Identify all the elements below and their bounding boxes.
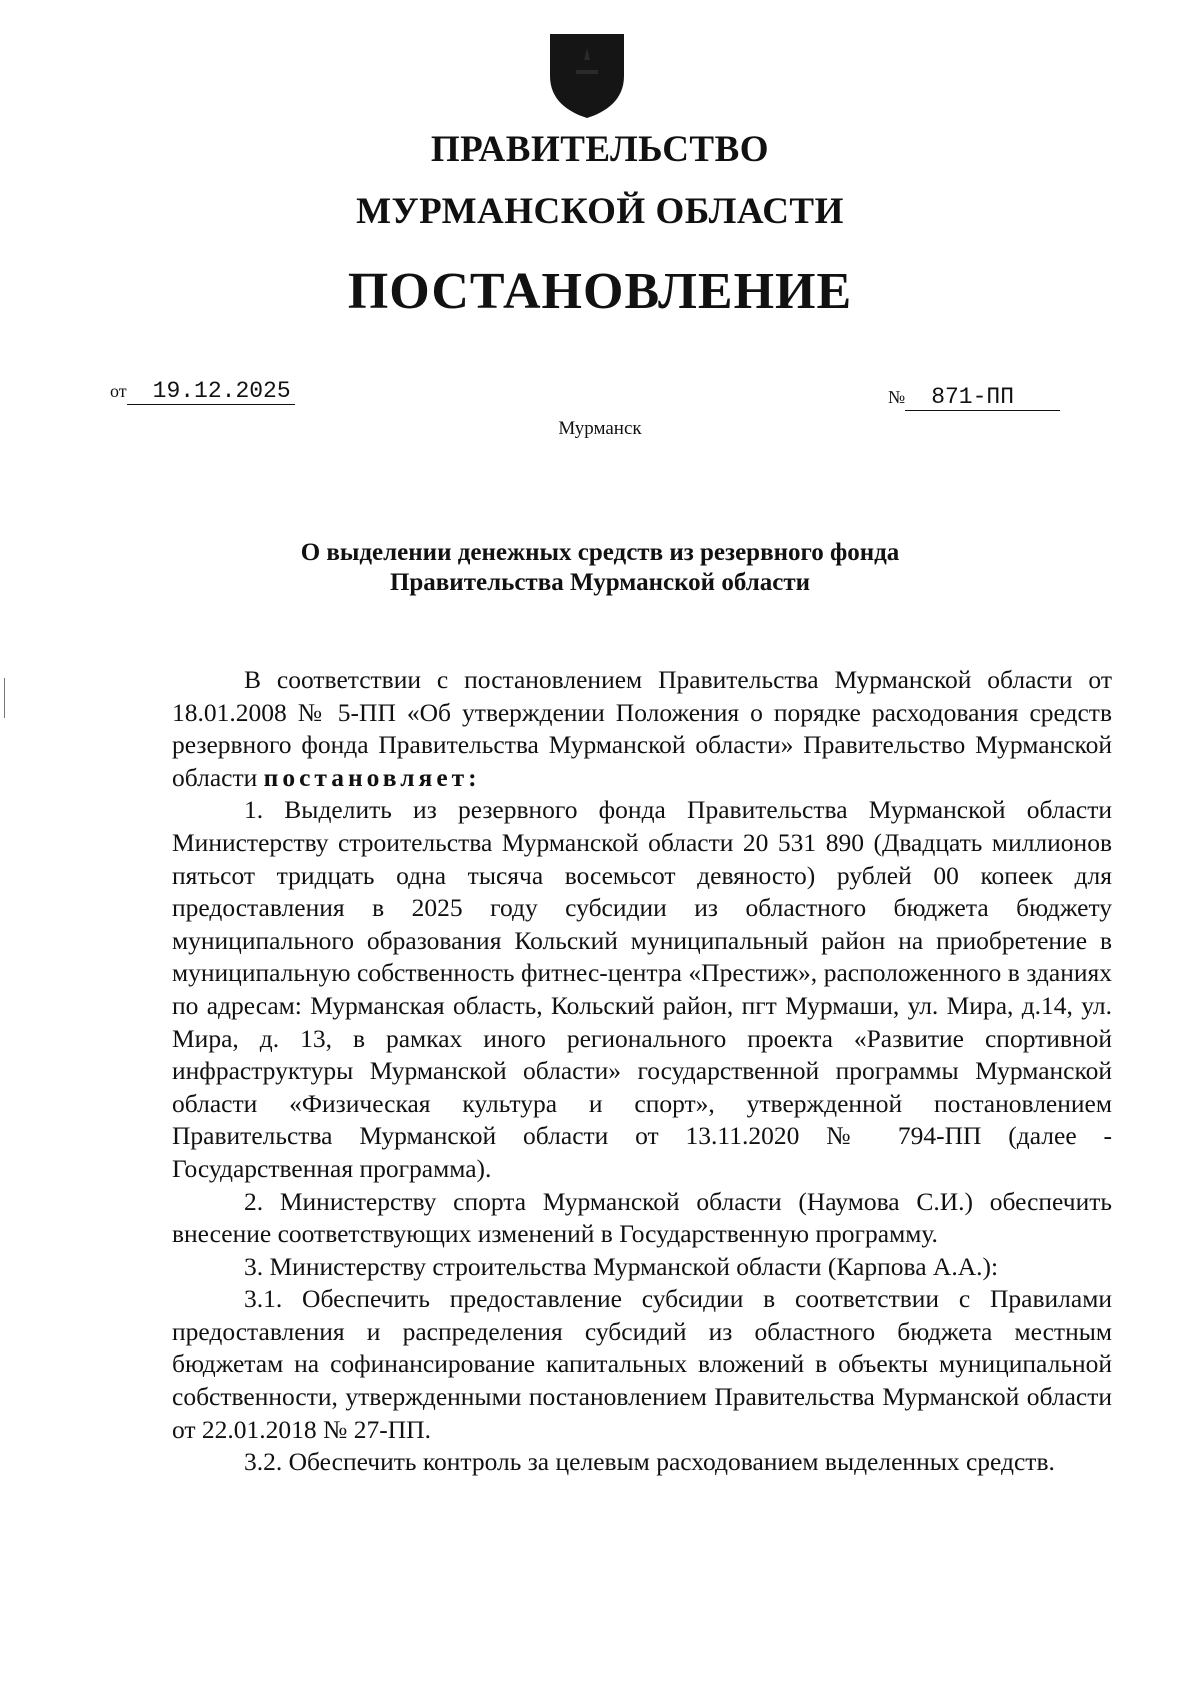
- resolution-keyword: постановляет: [263, 762, 469, 792]
- clause-3-2: 3.2. Обеспечить контроль за целевым расходованием выделенных средств.: [244, 1447, 1055, 1477]
- scan-edge-mark: [4, 678, 5, 718]
- number-value: 871-ПП: [905, 384, 1060, 411]
- clause-3-1: 3.1. Обеспечить предоставление субсидии в соответствии с Правилами предоставления и распределения субсидий из областного бюджета местным бюджетам на софинансирование капитальных вложений в объекты муниципальной собственности, утвержденными постановлением Правительства Мурманской области от 22.01.2018 № 27-ПП.: [172, 1284, 1112, 1444]
- city-name: Мурманск: [558, 418, 642, 439]
- document-number: [888, 384, 1060, 411]
- date-prefix: от: [110, 381, 127, 401]
- organization-name-line1: ПРАВИТЕЛЬСТВО: [430, 129, 770, 170]
- document-title: [0, 538, 1200, 598]
- preamble-text: В соответствии с постановлением Правительства Мурманской области от 18.01.2008 № 5-ПП «Об утверждении Положения о порядке расходования средств резервного фонда Правительства Мурманской области» Правительство Мурманской области: [172, 665, 1112, 792]
- date-value: 19.12.2025: [127, 378, 295, 405]
- clause-1: 1. Выделить из резервного фонда Правительства Мурманской области Министерству строительства Мурманской области 20 531 890 (Двадцать миллионов пятьсот тридцать одна тысяча восемьсот девяносто) рублей 00 копеек для предоставления в 2025 году субсидии из областного бюджета бюджету муниципального образования Кольский муниципальный район на приобретение в муниципальную собственность фитнес-центра «Престиж», расположенного в зданиях по адресам: Мурманская область, Кольский район, пгт Мурмаши, ул. Мира, д.14, ул. Мира, д. 13, в рамках иного регионального проекта «Развитие спортивной инфраструктуры Мурманской области» государственной программы Мурманской области «Физическая культура и спорт», утвержденной постановлением Правительства Мурманской области от 13.11.2020 № 794-ПП (далее - Государственная программа).: [172, 795, 1112, 1183]
- document-type: ПОСТАНОВЛЕНИЕ: [347, 263, 853, 320]
- clause-2: 2. Министерству спорта Мурманской области (Наумова С.И.) обеспечить внесение соответствующих изменений в Государственную программу.: [172, 1186, 1112, 1249]
- title-line2: Правительства Мурманской области: [389, 569, 811, 596]
- resolution-colon: :: [468, 762, 477, 792]
- clause-3: 3. Министерству строительства Мурманской области (Карпова А.А.):: [244, 1251, 999, 1281]
- document-body: [172, 664, 1112, 1479]
- title-line1: О выделении денежных средств из резервного фонда: [300, 539, 900, 566]
- preamble-paragraph: [172, 664, 1112, 794]
- number-prefix: №: [888, 387, 906, 407]
- document-date: [110, 378, 295, 405]
- organization-name-line2: МУРМАНСКОЙ ОБЛАСТИ: [356, 191, 844, 232]
- coat-of-arms-emblem: [546, 30, 628, 120]
